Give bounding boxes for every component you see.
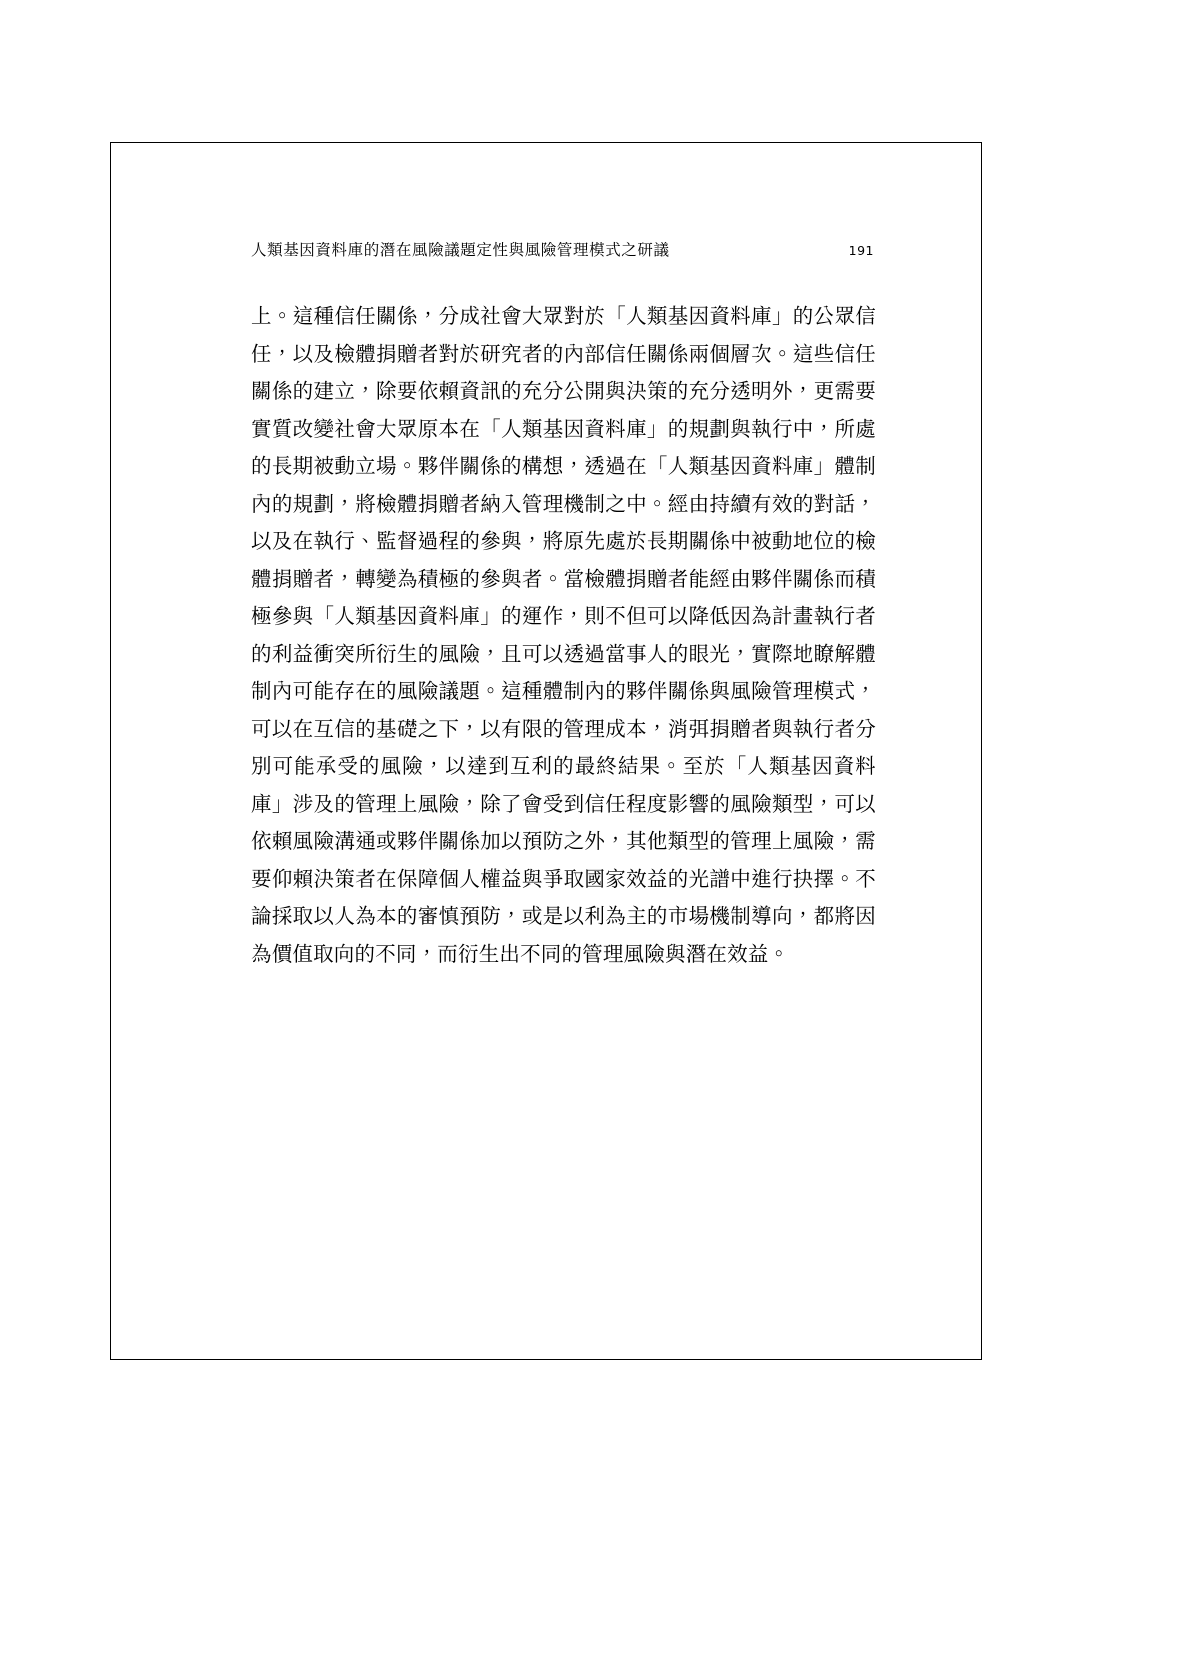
- running-head-title: 人類基因資料庫的潛在風險議題定性與風險管理模式之研議: [251, 241, 670, 259]
- running-head: [251, 238, 876, 260]
- page-sheet: [110, 142, 982, 1360]
- page-content-area: [251, 238, 876, 973]
- body-text: [251, 298, 876, 973]
- page-number: 191: [848, 243, 874, 258]
- body-paragraph: 上。這種信任關係，分成社會大眾對於「人類基因資料庫」的公眾信任，以及檢體捐贈者對於研究者的內部信任關係兩個層次。這些信任關係的建立，除要依賴資訊的充分公開與決策的充分透明外，更需要實質改變社會大眾原本在「人類基因資料庫」的規劃與執行中，所處的長期被動立場。夥伴關係的構想，透過在「人類基因資料庫」體制內的規劃，將檢體捐贈者納入管理機制之中。經由持續有效的對話，以及在執行、監督過程的參與，將原先處於長期關係中被動地位的檢體捐贈者，轉變為積極的參與者。當檢體捐贈者能經由夥伴關係而積極參與「人類基因資料庫」的運作，則不但可以降低因為計畫執行者的利益衝突所衍生的風險，且可以透過當事人的眼光，實際地瞭解體制內可能存在的風險議題。這種體制內的夥伴關係與風險管理模式，可以在互信的基礎之下，以有限的管理成本，消弭捐贈者與執行者分別可能承受的風險，以達到互利的最終結果。至於「人類基因資料庫」涉及的管理上風險，除了會受到信任程度影響的風險類型，可以依賴風險溝通或夥伴關係加以預防之外，其他類型的管理上風險，需要仰賴決策者在保障個人權益與爭取國家效益的光譜中進行抉擇。不論採取以人為本的審慎預防，或是以利為主的市場機制導向，都將因為價值取向的不同，而衍生出不同的管理風險與潛在效益。: [251, 304, 876, 966]
